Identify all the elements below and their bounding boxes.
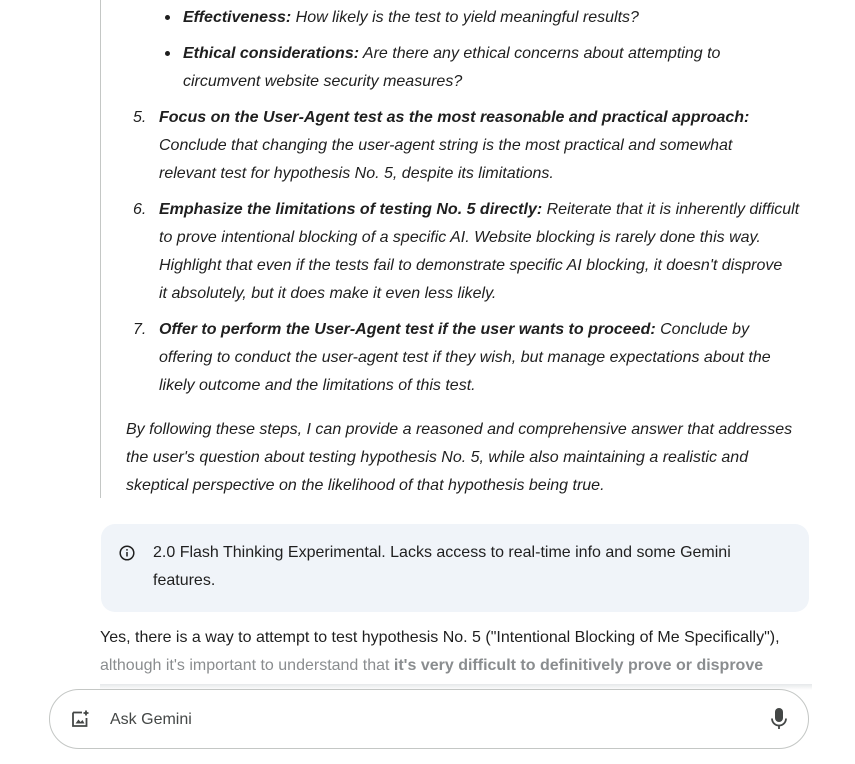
prompt-composer xyxy=(49,689,809,749)
bullet-item-ethical xyxy=(183,40,720,68)
bullet-term: Effectiveness: xyxy=(183,9,292,26)
step-first-line xyxy=(159,196,799,224)
response-line: Yes, there is a way to attempt to test hypothesis No. 5 ("Intentional Blocking of Me Specifically"), xyxy=(100,629,780,646)
step-text: Conclude by xyxy=(655,321,750,338)
bullet-text: Are there any ethical concerns about attempting to xyxy=(359,45,721,62)
bullet-text: How likely is the test to yield meaningful results? xyxy=(291,9,639,26)
notice-text: 2.0 Flash Thinking Experimental. Lacks access to real-time info and some Gemini xyxy=(153,544,731,561)
step-text: Highlight that even if the tests fail to demonstrate specific AI blocking, it doesn't disprove xyxy=(159,257,783,274)
conclusion-text: By following these steps, I can provide a reasoned and comprehensive answer that addresses xyxy=(126,421,793,438)
step-number: 6. xyxy=(133,201,147,218)
thoughts-panel xyxy=(100,0,813,498)
conclusion-text: skeptical perspective on the likelihood of that hypothesis being true. xyxy=(126,477,605,494)
prompt-input[interactable] xyxy=(108,706,732,734)
step-title: Focus on the User-Agent test as the most reasonable and practical approach: xyxy=(159,109,750,126)
bullet-marker xyxy=(165,15,170,20)
step-text: it absolutely, but it does make it even less likely. xyxy=(159,285,497,302)
step-text: relevant test for hypothesis No. 5, despite its limitations. xyxy=(159,165,554,182)
step-number: 5. xyxy=(133,109,147,126)
step-text: Reiterate that it is inherently difficult xyxy=(542,201,800,218)
model-notice xyxy=(101,524,809,612)
add-image-icon[interactable] xyxy=(70,709,90,729)
notice-text: features. xyxy=(153,572,216,589)
step-title: Emphasize the limitations of testing No. 5 directly: xyxy=(159,201,543,218)
step-number: 7. xyxy=(133,321,147,338)
microphone-icon[interactable] xyxy=(770,707,788,731)
step-text: Conclude that changing the user-agent string is the most practical and somewhat xyxy=(159,137,733,154)
response-text-bold: it's very difficult to definitively prove or disprove xyxy=(393,657,764,674)
step-text: likely outcome and the limitations of this test. xyxy=(159,377,476,394)
conclusion-text: the user's question about testing hypothesis No. 5, while also maintaining a realistic and xyxy=(126,449,749,466)
bullet-term: Ethical considerations: xyxy=(183,45,360,62)
step-first-line xyxy=(159,316,749,344)
step-title: Offer to perform the User-Agent test if the user wants to proceed: xyxy=(159,321,656,338)
info-icon xyxy=(119,545,135,561)
bullet-item-effectiveness xyxy=(183,4,639,32)
response-text-faded: although it's important to understand that xyxy=(100,657,394,674)
response-line xyxy=(100,652,763,680)
step-text: to prove intentional blocking of a specific AI. Website blocking is rarely done this way. xyxy=(159,229,761,246)
bullet-marker xyxy=(165,51,170,56)
bullet-text-continued: circumvent website security measures? xyxy=(183,73,463,90)
step-text: offering to conduct the user-agent test if they wish, but manage expectations about the xyxy=(159,349,771,366)
